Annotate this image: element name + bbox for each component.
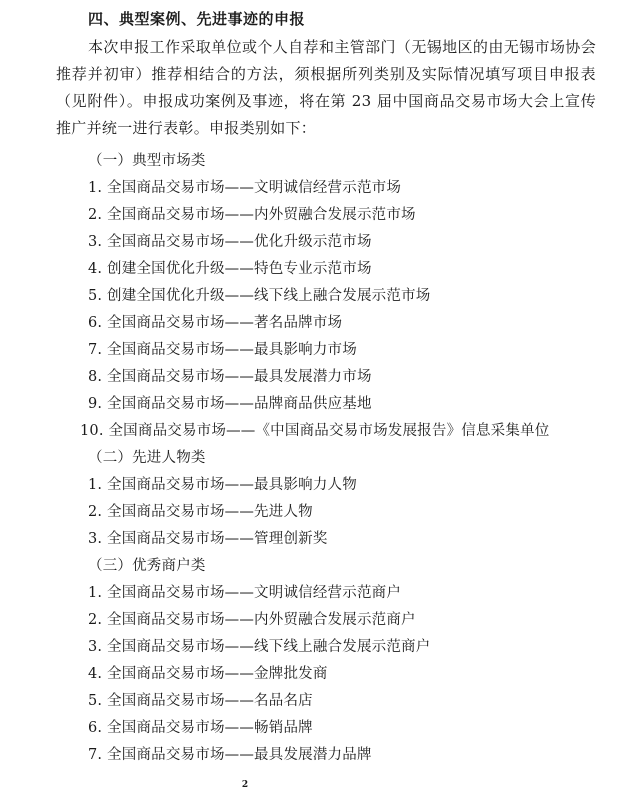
- list-item: 4. 全国商品交易市场——金牌批发商: [88, 666, 328, 682]
- list-item: 1. 全国商品交易市场——最具影响力人物: [88, 477, 357, 493]
- list-item: 7. 全国商品交易市场——最具影响力市场: [88, 342, 357, 358]
- category-title-typical-market: （一）典型市场类: [88, 153, 206, 169]
- list-item: 3. 全国商品交易市场——管理创新奖: [88, 531, 328, 547]
- list-item: 6. 全国商品交易市场——著名品牌市场: [88, 315, 343, 331]
- list-item: 5. 全国商品交易市场——名品名店: [88, 693, 313, 709]
- list-item: 3. 全国商品交易市场——线下线上融合发展示范商户: [88, 639, 431, 655]
- intro-paragraph: 本次申报工作采取单位或个人自荐和主管部门（无锡地区的由无锡市场协会推荐并初审）推荐相结合的方法，须根据所列类别及实际情况填写项目申报表（见附件）。申报成功案例及事迹，将在第 23 届中国商品交易市场大会上宣传推广并统一进行表彰。申报类别如下：: [56, 38, 596, 137]
- section-heading: 四、典型案例、先进事迹的申报: [88, 10, 306, 28]
- list-item: 3. 全国商品交易市场——优化升级示范市场: [88, 234, 372, 250]
- list-item: 1. 全国商品交易市场——文明诚信经营示范市场: [88, 180, 402, 196]
- category-title-advanced-people: （二）先进人物类: [88, 450, 206, 466]
- page-number-footer: [0, 778, 640, 792]
- list-item: 4. 创建全国优化升级——特色专业示范市场: [88, 261, 372, 277]
- list-item: 6. 全国商品交易市场——畅销品牌: [88, 720, 313, 736]
- list-item: 5. 创建全国优化升级——线下线上融合发展示范市场: [88, 288, 431, 304]
- list-item: 9. 全国商品交易市场——品牌商品供应基地: [88, 396, 372, 412]
- list-item: 2. 全国商品交易市场——先进人物: [88, 504, 313, 520]
- list-item: 2. 全国商品交易市场——内外贸融合发展示范商户: [88, 612, 416, 628]
- page-number: 2: [241, 780, 249, 790]
- list-item: 7. 全国商品交易市场——最具发展潜力品牌: [88, 747, 372, 763]
- category-title-excellent-merchants: （三）优秀商户类: [88, 558, 206, 574]
- category-list: [0, 148, 640, 769]
- list-item: 8. 全国商品交易市场——最具发展潜力市场: [88, 369, 372, 385]
- list-item: 10. 全国商品交易市场——《中国商品交易市场发展报告》信息采集单位: [80, 423, 550, 439]
- list-item: 1. 全国商品交易市场——文明诚信经营示范商户: [88, 585, 402, 601]
- list-item: 2. 全国商品交易市场——内外贸融合发展示范市场: [88, 207, 416, 223]
